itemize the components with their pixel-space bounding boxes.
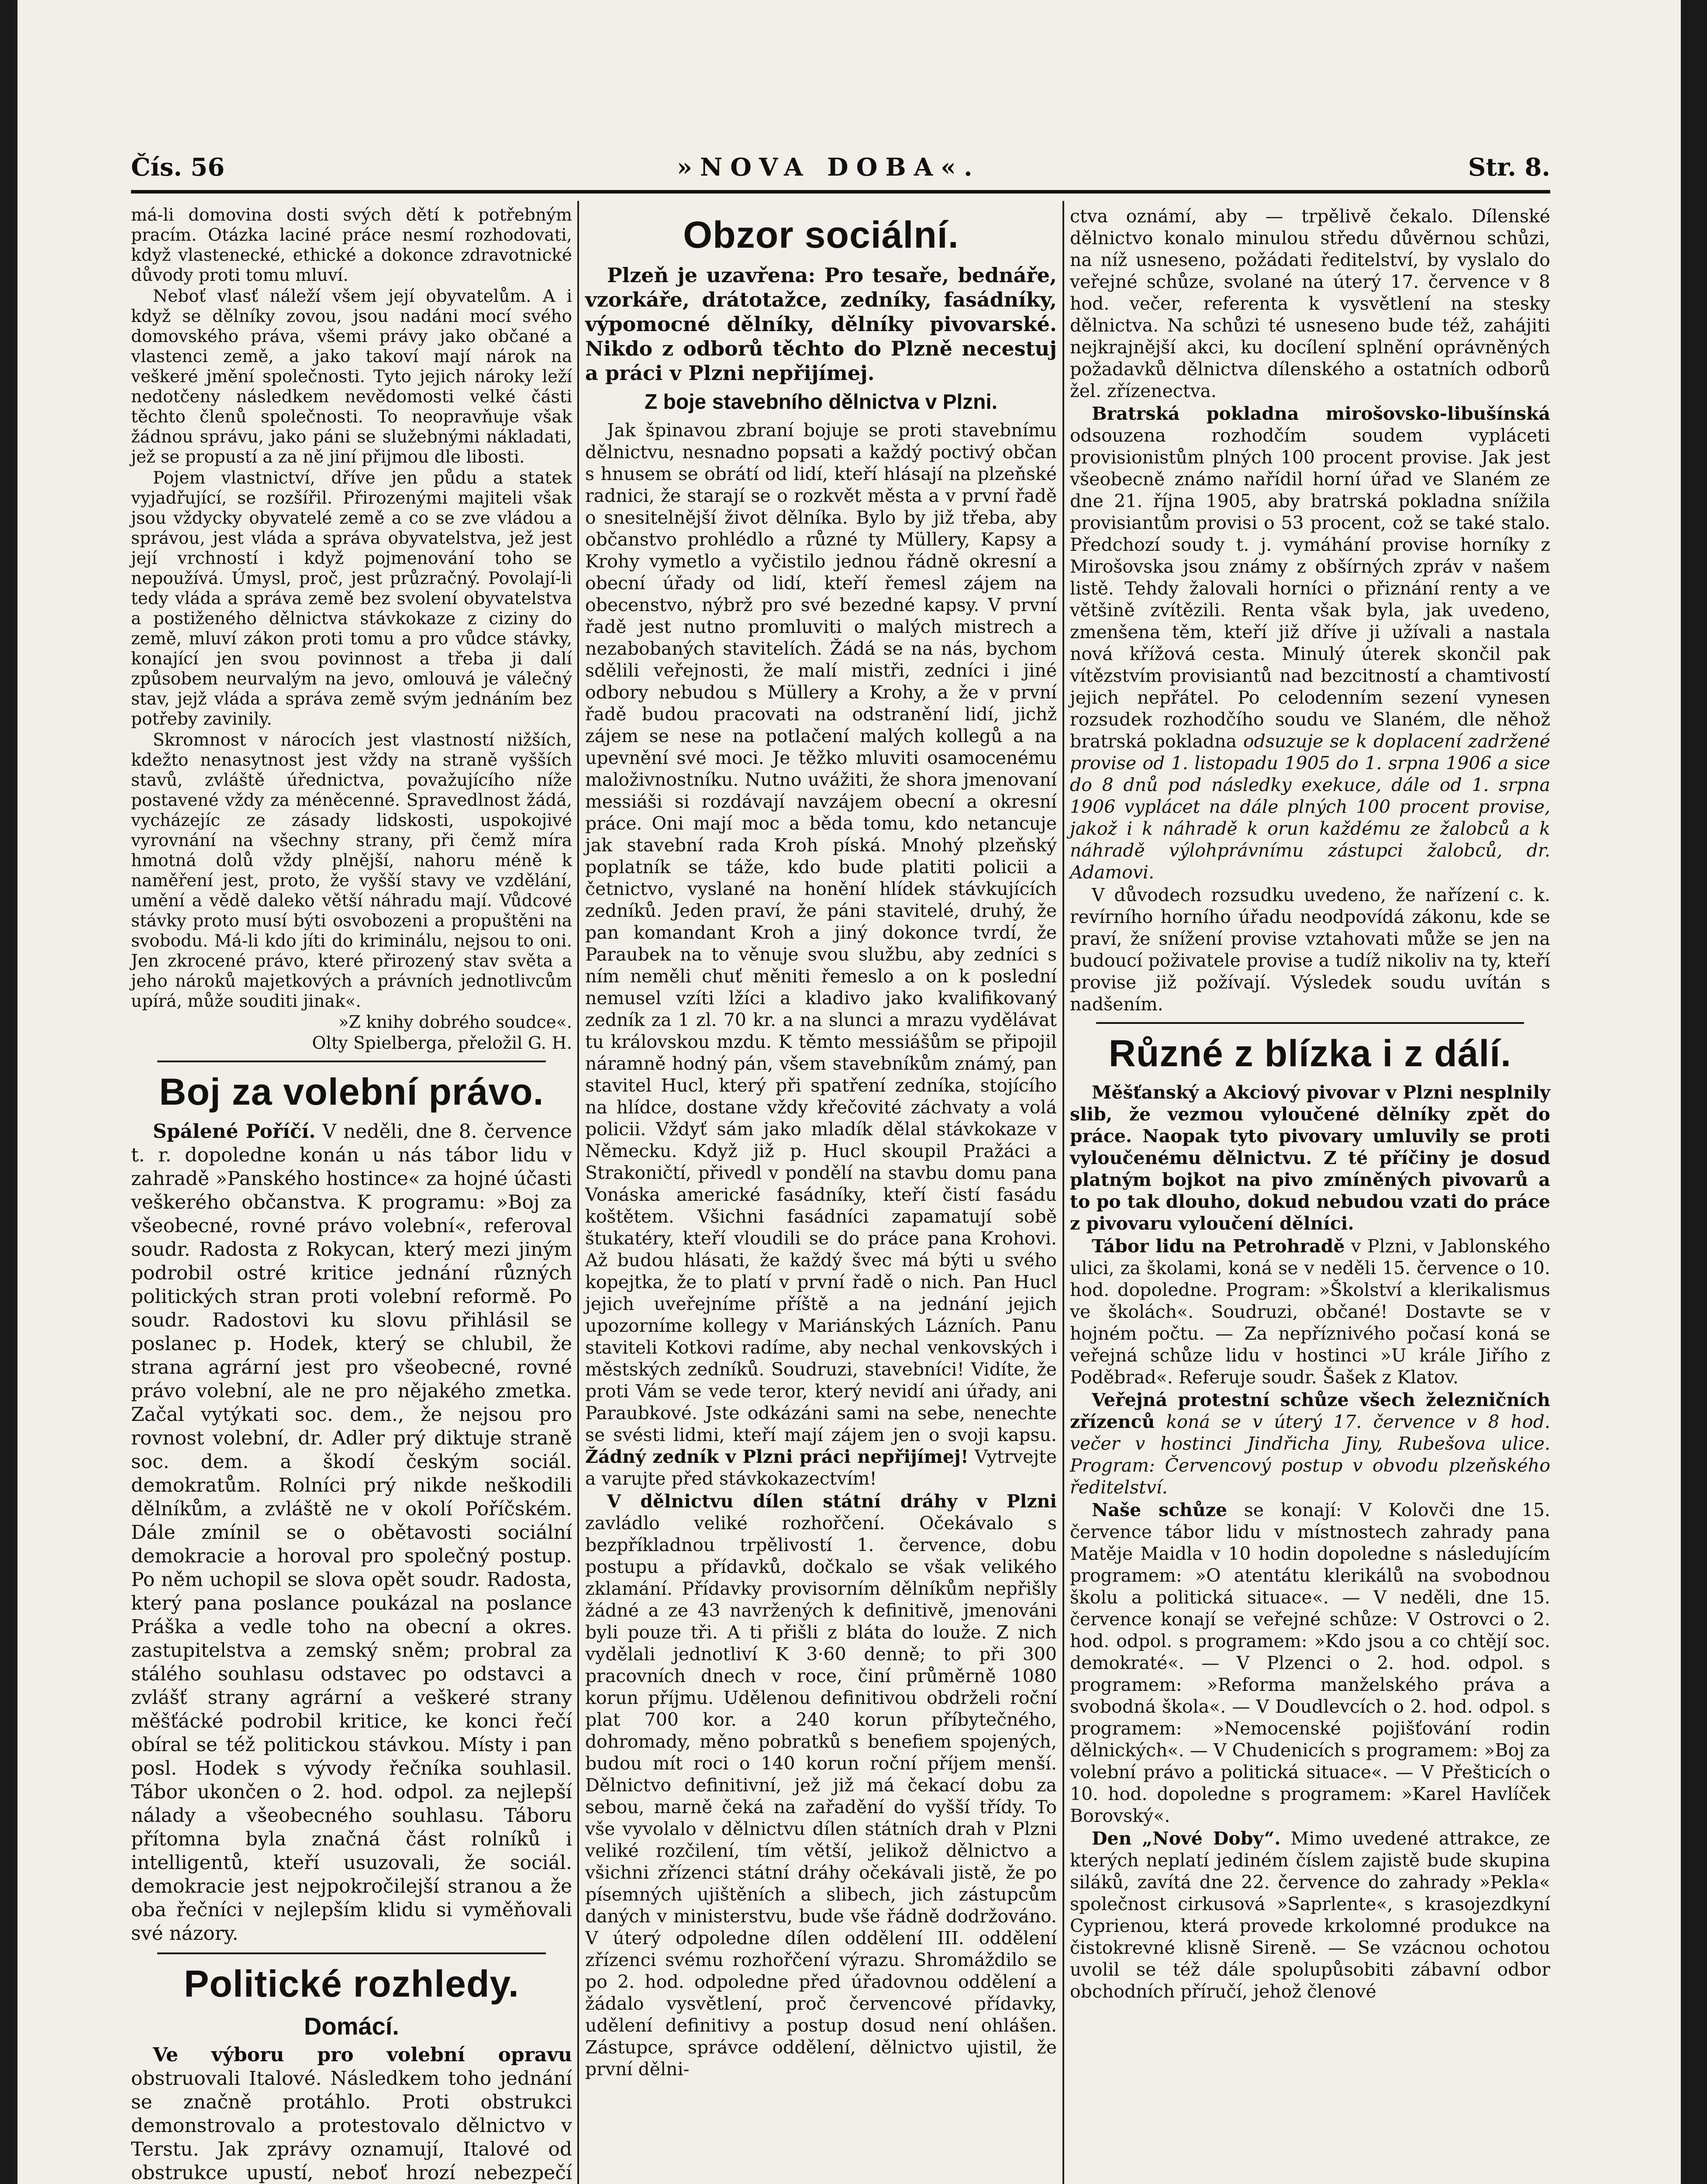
column-divider [577, 201, 579, 2184]
article [1070, 1828, 1550, 2002]
article-lead: Veřejná protestní schůze všech železničních zřízenců [1070, 1389, 1550, 1432]
article [1070, 1389, 1550, 1498]
article-text: se konají: V Kolovči dne 15. července tábor lidu v místnostech zahrady pana Matěje Maidla v 10 hodin dopoledne s následujícím programem: »O atentátu klerikálů na svobodnou školu a politická situace«. — V neděli, dne 15. července konají se veřejné schůze: V Ostrovci o 2. hod. odpol. s programem: »Kdo jsou a co chtějí soc. demokraté«. — V Plzenci o 2. hod. odpol. s programem: »Reforma manželského práva a svobodná škola«. — V Doudlevcích o 2. hod. odpol. s programem: »Nemocenské pojišťování rodin dělnických«. — V Chudenicích s programem: »Boj za volební právo a politická situace«. — V Přešticích o 10. hod. dopoledne s programem: »Karel Havlíček Borovský«. [1070, 1500, 1550, 1826]
page-header [131, 153, 1550, 188]
article-lead: Spálené Poříčí. [153, 1120, 316, 1143]
header-rule [131, 190, 1550, 194]
paragraph: má-li domovina dosti svých dětí k potřebným pracím. Otázka laciné práce nesmí rozhodovati, když vlastenecké, ethické a dokonce zdravotnické důvody proti tomu mluví. [131, 205, 572, 285]
paragraph: Skromnost v nárocích jest vlastností nižších, kdežto nenasytnost jest vždy na straně vyšších stavů, zvláště úřednictva, považujícího níže postavené vždy za méněcenné. Spravedlnost žádá, vycházejíc ze zásady lidskosti, uspokojivé vyrovnání na všechny strany, při čemž míra hmotná dolů vždy plnější, nahoru méně k naměření jest, proto, že vyšší stavy ve vzdělání, umění a vědě daleko větší náhradu mají. Vůdcové stávky proto musí býti osvobozeni a propuštěni na svobodu. Má-li kdo jíti do kriminálu, nejsou to oni. Jen zkrocené právo, které přirozený stav světa a jeho nároků majetkových a právních jednotlivcům upírá, může souditi jinak«. [131, 730, 572, 1011]
section-heading: Obzor sociální. [683, 214, 959, 256]
column-2 [585, 205, 1057, 2081]
section-separator [157, 1952, 546, 1954]
paragraph: ctva oznámí, aby — trpělivě čekalo. Dílenské dělnictvo konalo minulou středu důvěrnou schůzi, na níž usneseno, požádati ředitelství, by vyslalo do veřejné schůze, svolané na úterý 17. července v 8 hod. večer, referenta k vysvětlení na stesky dělnictva. Na schůzi té usneseno bude též, zahájiti nejkrajnější akci, ku docílení splnění oprávněných požadavků dělnictva dílenského a ostatních odborů žel. zřízenectva. [1070, 206, 1550, 401]
article [131, 1120, 572, 1946]
article-lead: Den „Nové Doby“. [1092, 1828, 1281, 1849]
section-heading: Různé z blízka i z dálí. [1108, 1033, 1512, 1075]
article-text: v Plzni, v Jablonského ulici, za školami, koná se v neděli 15. července o 10. hod. dopoledne. Program: »Školství a klerikalismus ve školách«. Soudruzi, občané! Dostavte se v hojném počtu. — Za nepříznivého počasí koná se veřejná schůze lidu v hostinci »U krále Jiřího z Poděbrad«. Referuje soudr. Šašek z Klatov. [1070, 1236, 1550, 1388]
scan-edge-right [1681, 0, 1707, 2184]
article [1070, 1235, 1550, 1388]
issue-number: Čís. 56 [131, 153, 225, 182]
author-note: Olty Spielberga, přeložil G. H. [312, 1033, 572, 1053]
article [1070, 1499, 1550, 1827]
article-bold: Žádný zedník v Plzni práci nepřijímej! [585, 1446, 969, 1467]
article-heading: Z boje stavebního dělnictva v Plzni. [644, 390, 998, 414]
notice-lead: Plzeň je uzavřena: [607, 263, 816, 287]
article [1070, 403, 1550, 883]
subsection-heading: Domácí. [304, 2012, 399, 2040]
article-lead: Naše schůze [1092, 1500, 1228, 1521]
notice-text: Pro tesaře, bednáře, vzorkáře, drátotažce, zedníky, fasádníky, výpomocné dělníky, dělníky pivovarské. Nikdo z odborů těchto do Plzně necestuj a práci v Plzni nepřijímej. [585, 263, 1057, 385]
notice [585, 263, 1057, 385]
source-note: »Z knihy dobrého soudce«. [338, 1013, 572, 1032]
section-separator [157, 1061, 546, 1062]
newspaper-title: »NOVA DOBA«. [677, 153, 980, 182]
article [585, 1490, 1057, 2080]
article-lead: V dělnictvu dílen státní dráhy v Plzni [607, 1491, 1057, 1512]
article [585, 419, 1057, 1489]
article-text: Mimo uvedené attrakce, ze kterých neplatí jediném číslem zajistě bude skupina siláků, zavítá dne 22. července do zahrady »Pekla« společnost cirkusová »Saprlente«, s krasojezdkyní Cyprienou, která provede krkolomné produkce na čistokrevné klisně Sireně. — Se vzácnou ochotou uvolil se též dále spolupůsobiti zábavní odbor obchodních příručí, jehož členové [1070, 1828, 1550, 2002]
article-italic: odsuzuje se k doplacení zadržené provise od 1. listopadu 1905 do 1. srpna 1906 a sice do 8 dnů pod následky exekuce, dále od 1. srpna 1906 vyplácet na dále plných 100 procent provise, jakož i k náhradě k orun každému ze žalobců a k náhradě výlohprávnímu zástupci žalobců, dr. Adamovi. [1070, 731, 1550, 883]
scan-edge-left [0, 0, 17, 2184]
article-text: zavládlo veliké rozhořčení. Očekávalo s bezpříkladnou trpělivostí 1. července, dobu postupu a přídavků, dočkalo se však velikého zklamání. Přídavky provisorním dělníkům nepřišly žádné a ze 43 navržených k definitivě, jmenováni byli pouze tři. A ti přišli z bláta do louže. Z nich vydělali jednotliví K 3·60 denně; to při 300 pracovních dnech v roce, činí průměrně 1080 korun příjmu. Udělenou definitivou obdrželi roční plat 700 kor. a 240 korun příbytečného, dohromady, měno pobratků s benefiem spojených, budou mít roci o 140 korun roční příjem menší. Dělnictvo definitivní, jež již má čekací dobu za sebou, marně čeká na zařadění do vyšší třídy. To vše vyvolalo v dělnictvu dílen státních drah v Plzni veliké rozčilení, tím větší, jelikož dělnictvo a všichni zřízenci státní dráhy očekávali jistě, že po písemných ujištěních a slibech, jich zástupcům daných v ministerstvu, bude vše řádně dodržováno. V úterý odpoledne dílen oddělení III. oddělení zřízenci svému rozhořčení výrazu. Shromáždilo se po 2. hod. odpoledne před úřadovnou oddělení a žádalo vysvětlení, proč červencové přídavky, udělení definitivy a postup dosud není ohlášen. Zástupce, správce oddělení, dělnictvo ujistil, že první dělni- [585, 1513, 1057, 2080]
article-text: Jak špinavou zbraní bojuje se proti stavebnímu dělnictvu, nesnadno popsati a každý poctivý občan s hnusem se obrátí od lidí, kteří hlásají na plzeňské radnici, že starají se o rozkvět města a v první řadě o snesitelnější život dělníka. Bylo by již třeba, aby občanstvo prohlédlo a různé ty Müllery, Kapsy a Krohy vymetlo a vyčistilo jednou řádně okresní a obecní úřady od lidí, kteří řemesl zájem na obecenstvo, nýbrž pro své bezedné kapsy. V první řadě jest nutno promluviti o malých mistrech a nezabobaných stavitelích. Žádá se na nás, bychom sdělili veřejnosti, že malí mistři, zedníci i jiné odbory nebudou s Müllery a Krohy, a že v první řadě budou pracovati na odstranění lidí, jichž zájem se nese na potlačení malých kollegů a na upevnění své moci. Je těžko mluviti osamocenému maloživnostníku. Nutno uvážiti, že shora jmenovaní messiáši si rozdávají navzájem obecní a okresní práce. Oni mají moc a běda tomu, kdo netancuje jak stavební rada Kroh píská. Mnohý plzeňský poplatník se táže, kdo bude platiti policii a četnictvo, vyslané na honění hlídek stávkujících zedníků. Jeden praví, že páni stavitelé, druhý, že pan komandant Kroh a jiný dokonce tvrdí, že Paraubek na to věnuje svou službu, aby zedníci s ním neměli chuť měniti řemeslo a on k poslední nemusel vzíti lžíci a kladivo jako kvalifikovaný zedník za 1 zl. 70 kr. a na slunci a mrazu vydělávat tu královskou mzdu. K těmto messiášům se připojil náramně hodný pán, všem stavebníkům známý, pan stavitel Hucl, který při spatření zedníka, stojícího na hlídce, dostane vždy křečovité záchvaty a volá policii. Vždyť sám jako mladík dělal stávkokaze v Německu. Když již p. Hucl skoupil Pražáci a Strakoničtí, přivedl v pondělí na stavbu domu pana Vonáska americké fasádníky, kteří čistí fasádu koštětem. Všichni fasádníci zapamatují sobě štukatéry, kteří vloudili se do práce pana Krohovi. Až budou hlásati, že každý švec má býti u svého kopejtka, že to platí v první řadě o nich. Pan Hucl jejich uveřejníme příště a na jednání jejich upozorníme kollegy v Mariánských Lázních. Panu staviteli Kotkovi radíme, aby nechal venkovských i městských zedníků. Soudruzi, stavebníci! Vidíte, že proti Vám se vede teror, který nevidí ani úřady, ani Paraubkové. Jste odkázáni sami na sebe, nenechte se svésti lidmi, kteří mají zájem jen o svoji kapsu. [585, 420, 1057, 1445]
article-text: V neděli, dne 8. července t. r. dopoledne konán u nás tábor lidu v zahradě »Panského hostince« za hojné účasti veškerého občanstva. K programu: »Boj za všeobecné, rovné právo volební«, referoval soudr. Radosta z Rokycan, který mezi jiným podrobil ostré kritice jednání různých politických stran proti volební reformě. Po soudr. Radostovi ku slovu přihlásil se poslanec p. Hodek, který se chlubil, že strana agrární jest pro všeobecné, rovné právo volební, ale ne pro nějakého zmetka. Začal vytýkati soc. dem., že nejsou pro rovnost volební, dr. Adler prý diktuje straně soc. dem. a škodí českým sociál. demokratům. Rolníci prý nikde neškodili dělníkům, a zvláště ne v okolí Poříčském. Dále zmínil se o obětavosti sociální demokracie a horoval pro společný postup. Po něm uchopil se slova opět soudr. Radosta, který pana poslance poukázal na poslance Práška a vedle toho na obecní a okres. zastupitelstva a zemský sněm; probral za stálého souhlasu odstavec po odstavci a zvlášť strany agrární a veškeré strany měšťácké podrobil kritice, ke konci řečí obíral se též politickou stávkou. Místy i pan posl. Hodek s vývody řečníka souhlasil. Tábor ukončen o 2. hod. odpol. za nejlepší nálady a všeobecného souhlasu. Táboru přítomna byla značná část rolníků i intelligentů, kteří usuzovali, že sociál. demokracie jest nejpokročilejší stranou a že oba řečníci v nejlepším klidu si vyměňovali své názory. [131, 1120, 572, 1945]
article-lead: Bratrská pokladna mirošovsko-libušínská [1092, 403, 1550, 424]
paragraph: Pojem vlastnictví, dříve jen půdu a statek vyjadřující, se rozšířil. Přirozenými majiteli však jsou vždycky obyvatelé země a co se zve vládou a správou, jest vláda a správa obyvatelstva, jež jest její vrchností i když pojmenování toho se nepoužívá. Úmysl, proč, jest průzračný. Povolají-li tedy vláda a správa země bez svolení obyvatelstva a postiženého dělnictva stávkokaze z ciziny do země, mluví zákon proti tomu a pro vůdce stávky, konající jen svou povinnost a třeba ji dalí způsobem neurvalým na jevo, omlouvá je válečný stav, jejž vláda a správa země svým jednáním bez potřeby zavinily. [131, 468, 572, 729]
section-heading: Politické rozhledy. [184, 1963, 519, 2005]
article [131, 2043, 572, 2184]
page-number: Str. 8. [1468, 153, 1550, 182]
article-lead: Ve výboru pro volební opravu [153, 2044, 572, 2066]
article-text: odsouzena rozhodčím soudem vypláceti provisionistům plných 100 procent provise. Jak jest všeobecně známo nařídil horní úřad ve Slaném ze dne 21. října 1905, aby bratrská pokladna snížila provisiantům provisi o 53 procent, což se také stalo. Předchozí soudy t. j. vymáhání provise horníky z Mirošovska jsou známy z obšírných zpráv v našem listě. Tehdy žalovali horníci o přiznání renty a ve většině zvítězili. Renta však byla, jak uvedeno, zmenšena těm, kteří již dříve ji užívali a nastala nová křížová cesta. Minulý úterek skončil pak vítězstvím provisiantů nad bezcitností a chamtivostí jejich nepřátel. Po celodenním sezení vynesen rozsudek rozhodčího soudu ve Slaném, dle něhož bratrská pokladna [1070, 425, 1550, 752]
section-heading: Boj za volební právo. [159, 1071, 544, 1113]
article-text: obstruovali Italové. Následkem toho jednání se značně protáhlo. Proti obstrukci demonstrovalo a protestovalo dělnictvo v Terstu. Jak zprávy oznamují, Italové od obstrukce upustí, neboť hrozí nebezpečí [131, 2067, 572, 2184]
paragraph: Neboť vlasť náleží všem její obyvatelům. A i když se dělníky zovou, jsou nadáni mocí svého domovského práva, všemi právy jako občané a vlastenci země, a jako takoví mají nárok na veškeré jmění společnosti. Tyto jejich nároky leží nedotčeny následkem nevědomosti velké části těchto členů společnosti. To neopravňuje však žádnou správu, jako páni se služebnými nákladati, jež se propustí a za ně jiní přijmou dle libosti. [131, 287, 572, 467]
column-divider [1062, 201, 1064, 2184]
paragraph: V důvodech rozsudku uvedeno, že nařízení c. k. revírního horního úřadu neodpovídá zákonu, kde se praví, že snížení provise vztahovati může se jen na budoucí poživatele provise a tudíž nikoliv na ty, kteří provise již požívají. Výsledek soudu uvítán s nadšením. [1070, 885, 1550, 1015]
article-text: Vytrvejte a varujte před stávkokazectvím! [585, 1446, 1057, 1489]
section-separator [1096, 1022, 1524, 1024]
column-1 [131, 205, 572, 2184]
notice: Měšťanský a Akciový pivovar v Plzni nesplnily slib, že vezmou vyloučené dělníky zpět do práce. Naopak tyto pivovary umluvily se proti vyloučenému dělnictvu. Z té příčiny je dosud platným bojkot na pivo zmíněných pivovarů a to po tak dlouho, dokud nebudou vzati do práce z pivovaru vyloučení dělníci. [1070, 1082, 1550, 1234]
article-lead: Tábor lidu na Petrohradě [1092, 1236, 1345, 1257]
article-text: koná se v úterý 17. července v 8 hod. večer v hostinci Jindřicha Jiny, Rubešova ulice. Program: Červencový postup v obvodu plzeňského ředitelství. [1070, 1411, 1550, 1498]
column-3 [1070, 205, 1550, 2003]
